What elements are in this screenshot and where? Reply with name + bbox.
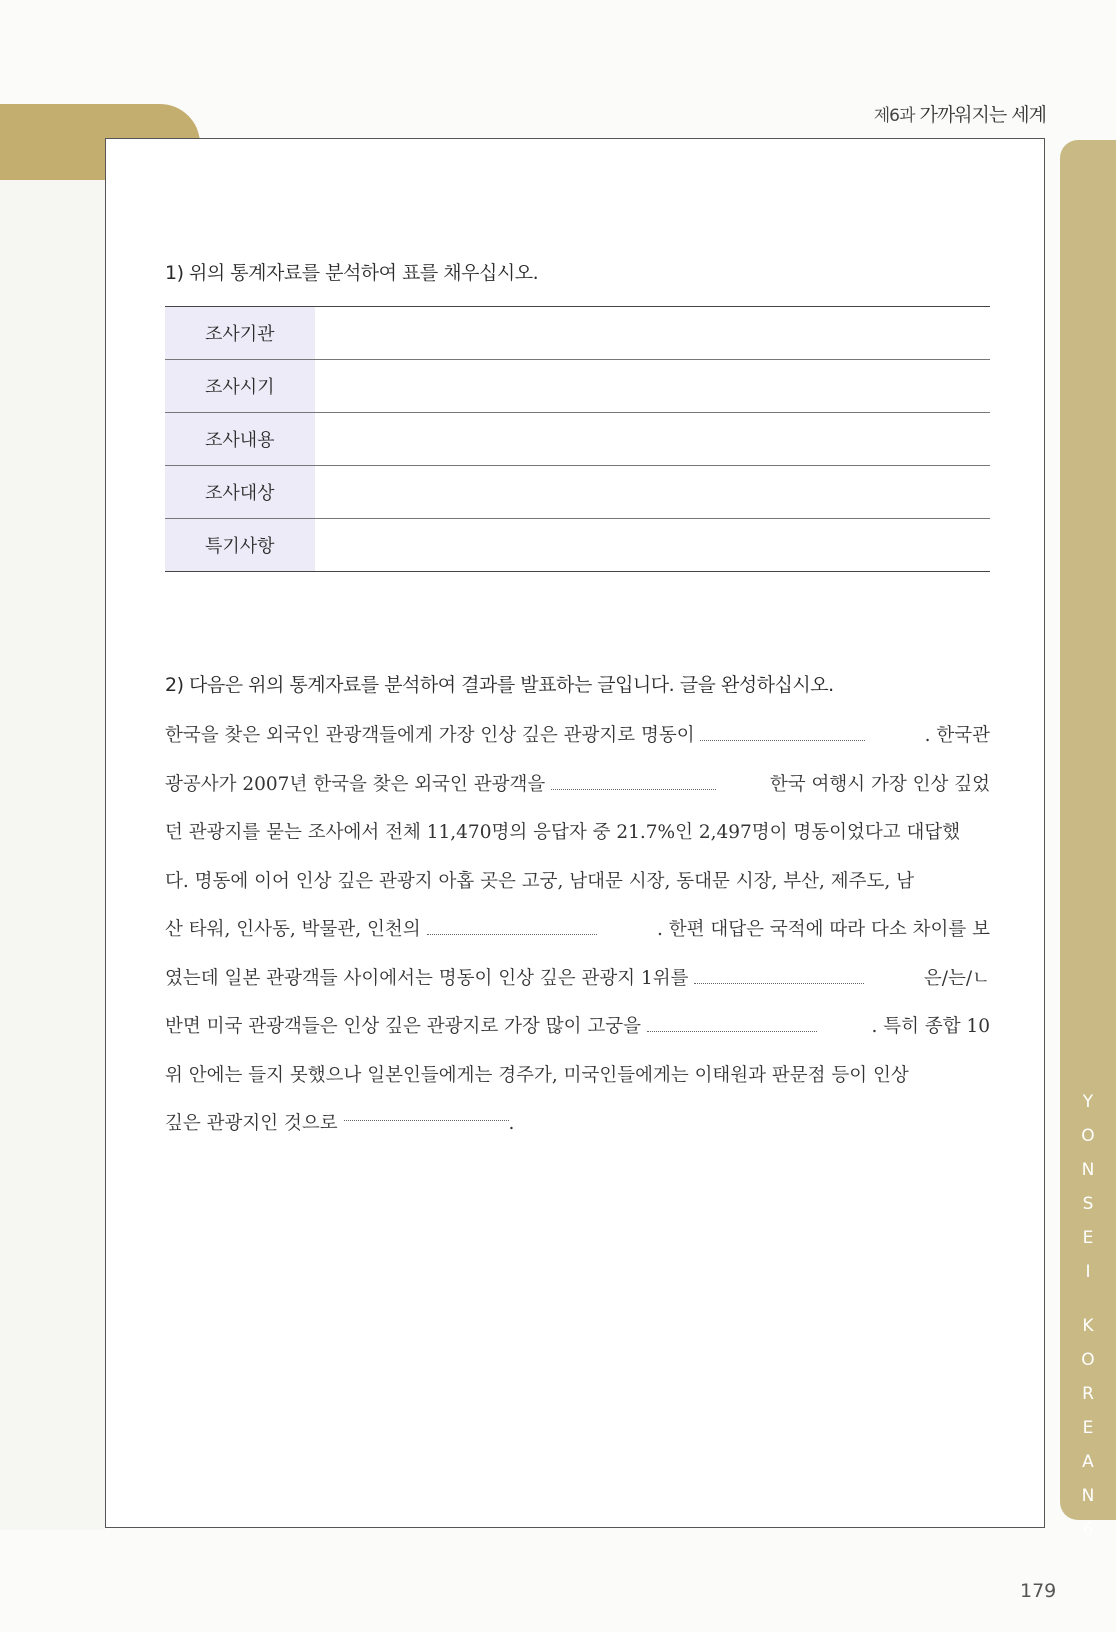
passage-text: 였는데 일본 관광객들 사이에서는 명동이 인상 깊은 관광지 1위를 — [165, 967, 689, 989]
passage — [165, 712, 990, 1149]
side-letter: K — [1082, 1316, 1094, 1336]
side-letter: S — [1082, 1194, 1094, 1214]
side-letter: 6 — [1082, 1520, 1094, 1540]
question-2: 2) 다음은 위의 통계자료를 분석하여 결과를 발표하는 글입니다. 글을 완성하십시오. — [165, 674, 834, 696]
side-letter: Y — [1082, 1092, 1094, 1112]
passage-text: 한국 여행시 가장 인상 깊었 — [769, 773, 990, 795]
lesson-number: 제6과 — [873, 106, 915, 126]
answer-cell[interactable] — [315, 413, 990, 466]
row-label: 조사대상 — [165, 466, 315, 519]
side-letter: N — [1081, 1486, 1095, 1506]
page-margin-shade — [0, 180, 105, 1530]
row-label: 조사기관 — [165, 307, 315, 360]
side-label — [1078, 1085, 1098, 1547]
passage-line — [165, 858, 990, 907]
answer-cell[interactable] — [315, 360, 990, 413]
question-1: 1) 위의 통계자료를 분석하여 표를 채우십시오. — [165, 262, 539, 284]
passage-text: . — [508, 1113, 515, 1134]
side-letter: R — [1082, 1384, 1094, 1404]
row-label: 특기사항 — [165, 519, 315, 572]
fill-blank[interactable] — [551, 769, 716, 790]
side-letter: N — [1081, 1160, 1095, 1180]
side-letter: E — [1082, 1228, 1094, 1248]
fill-blank[interactable] — [700, 720, 865, 741]
side-letter: O — [1081, 1126, 1095, 1146]
row-label: 조사시기 — [165, 360, 315, 413]
passage-text: . 한국관 — [924, 725, 990, 746]
fill-blank[interactable] — [694, 963, 864, 984]
lesson-title: 가까워지는 세계 — [919, 104, 1046, 126]
side-letter: E — [1082, 1418, 1094, 1438]
passage-line — [165, 906, 990, 955]
passage-text: 광공사가 2007년 한국을 찾은 외국인 관광객을 — [165, 773, 546, 795]
table-row — [165, 307, 990, 360]
fill-blank[interactable] — [344, 1100, 509, 1121]
fill-blank[interactable] — [427, 914, 597, 935]
row-label: 조사내용 — [165, 413, 315, 466]
table-row — [165, 466, 990, 519]
passage-text: 산 타워, 인사동, 박물관, 인천의 — [165, 919, 421, 940]
answer-cell[interactable] — [315, 466, 990, 519]
passage-text: 던 관광지를 묻는 조사에서 전체 11,470명의 응답자 중 21.7%인 2,497명이 명동이었다고 대답했 — [165, 822, 961, 843]
fill-blank[interactable] — [647, 1011, 817, 1032]
answer-cell[interactable] — [315, 307, 990, 360]
table-row — [165, 413, 990, 466]
passage-text: 다. 명동에 이어 인상 깊은 관광지 아홉 곳은 고궁, 남대문 시장, 동대문 시장, 부산, 제주도, 남 — [165, 870, 914, 892]
passage-line — [165, 712, 990, 761]
side-letter: O — [1081, 1350, 1095, 1370]
table-row — [165, 360, 990, 413]
passage-text: 위 안에는 들지 못했으나 일본인들에게는 경주가, 미국인들에게는 이태원과 판문점 등이 인상 — [165, 1064, 909, 1086]
table-row — [165, 519, 990, 572]
passage-line — [165, 955, 990, 1004]
passage-text: . 특히 종합 10 — [871, 1016, 990, 1037]
side-letter: A — [1082, 1452, 1094, 1472]
passage-line — [165, 809, 990, 858]
passage-text: 반면 미국 관광객들은 인상 깊은 관광지로 가장 많이 고궁을 — [165, 1016, 641, 1037]
passage-line — [165, 1052, 990, 1101]
side-letter: I — [1085, 1262, 1091, 1282]
passage-text: 은/는/ㄴ — [923, 967, 990, 989]
passage-text: 깊은 관광지인 것으로 — [165, 1113, 338, 1134]
passage-text: . 한편 대답은 국적에 따라 다소 차이를 보 — [657, 919, 990, 940]
passage-line — [165, 1100, 990, 1149]
side-gap — [1078, 1289, 1098, 1309]
survey-table — [165, 306, 990, 572]
passage-line — [165, 761, 990, 810]
passage-line — [165, 1003, 990, 1052]
passage-text: 한국을 찾은 외국인 관광객들에게 가장 인상 깊은 관광지로 명동이 — [165, 725, 695, 746]
page-number: 179 — [1020, 1580, 1057, 1602]
page-header — [874, 100, 1046, 127]
answer-cell[interactable] — [315, 519, 990, 572]
